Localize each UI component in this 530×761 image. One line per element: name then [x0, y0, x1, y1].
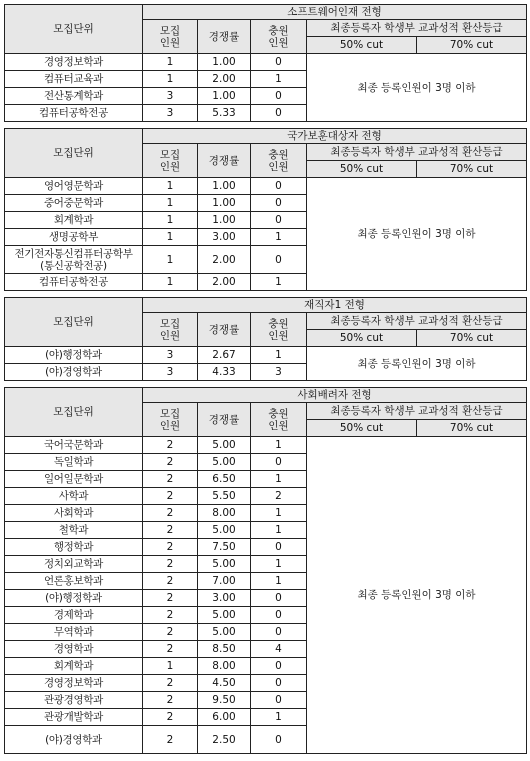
extra-value: 1 — [251, 471, 307, 488]
header-unit: 모집단위 — [5, 129, 143, 178]
quota-value: 3 — [143, 105, 198, 122]
ratio-value: 5.00 — [198, 437, 251, 454]
quota-value: 1 — [143, 54, 198, 71]
extra-value: 0 — [251, 675, 307, 692]
quota-value: 2 — [143, 641, 198, 658]
quota-value: 2 — [143, 726, 198, 754]
ratio-value: 1.00 — [198, 212, 251, 229]
quota-value: 2 — [143, 709, 198, 726]
unit-name: 관광개발학과 — [5, 709, 143, 726]
unit-name: 컴퓨터공학전공 — [5, 105, 143, 122]
header-extra: 충원 인원 — [251, 403, 307, 437]
unit-name: 관광경영학과 — [5, 692, 143, 709]
ratio-value: 5.33 — [198, 105, 251, 122]
section-table — [4, 128, 527, 291]
ratio-value: 1.00 — [198, 178, 251, 195]
table-row — [5, 54, 527, 71]
extra-value: 0 — [251, 454, 307, 471]
quota-value: 1 — [143, 178, 198, 195]
header-unit: 모집단위 — [5, 5, 143, 54]
extra-value: 1 — [251, 556, 307, 573]
header-unit: 모집단위 — [5, 388, 143, 437]
extra-value: 1 — [251, 573, 307, 590]
extra-value: 1 — [251, 437, 307, 454]
quota-value: 2 — [143, 624, 198, 641]
ratio-value: 1.00 — [198, 195, 251, 212]
extra-value: 0 — [251, 212, 307, 229]
unit-name: 생명공학부 — [5, 229, 143, 246]
table-row — [5, 437, 527, 454]
unit-name: 회계학과 — [5, 658, 143, 675]
unit-name: 사회학과 — [5, 505, 143, 522]
quota-value: 1 — [143, 71, 198, 88]
unit-name: 일어일문학과 — [5, 471, 143, 488]
extra-value: 0 — [251, 105, 307, 122]
ratio-value: 5.00 — [198, 522, 251, 539]
ratio-value: 7.50 — [198, 539, 251, 556]
ratio-value: 6.00 — [198, 709, 251, 726]
extra-value: 0 — [251, 607, 307, 624]
unit-name: 영어영문학과 — [5, 178, 143, 195]
extra-value: 1 — [251, 709, 307, 726]
ratio-value: 2.00 — [198, 274, 251, 291]
section-table — [4, 387, 527, 754]
extra-value: 1 — [251, 71, 307, 88]
extra-value: 0 — [251, 539, 307, 556]
quota-value: 2 — [143, 454, 198, 471]
extra-value: 1 — [251, 274, 307, 291]
unit-name: 경영정보학과 — [5, 54, 143, 71]
extra-value: 1 — [251, 229, 307, 246]
quota-value: 2 — [143, 692, 198, 709]
quota-value: 2 — [143, 590, 198, 607]
section-title: 국가보훈대상자 전형 — [143, 129, 527, 144]
ratio-value: 2.50 — [198, 726, 251, 754]
ratio-value: 2.67 — [198, 347, 251, 364]
extra-value: 1 — [251, 347, 307, 364]
ratio-value: 5.00 — [198, 454, 251, 471]
unit-name: 회계학과 — [5, 212, 143, 229]
unit-name: 컴퓨터교육과 — [5, 71, 143, 88]
extra-value: 0 — [251, 692, 307, 709]
ratio-value: 5.50 — [198, 488, 251, 505]
quota-value: 1 — [143, 274, 198, 291]
header-unit: 모집단위 — [5, 298, 143, 347]
extra-value: 0 — [251, 590, 307, 607]
quota-value: 1 — [143, 246, 198, 274]
ratio-value: 8.50 — [198, 641, 251, 658]
header-cut70: 70% cut — [417, 161, 527, 178]
extra-value: 0 — [251, 54, 307, 71]
header-cut50: 50% cut — [307, 161, 417, 178]
ratio-value: 9.50 — [198, 692, 251, 709]
grade-note: 최종 등록인원이 3명 이하 — [307, 54, 527, 122]
header-extra: 충원 인원 — [251, 144, 307, 178]
ratio-value: 2.00 — [198, 71, 251, 88]
header-quota: 모집 인원 — [143, 144, 198, 178]
extra-value: 1 — [251, 522, 307, 539]
extra-value: 0 — [251, 658, 307, 675]
extra-value: 0 — [251, 178, 307, 195]
ratio-value: 2.00 — [198, 246, 251, 274]
grade-note: 최종 등록인원이 3명 이하 — [307, 178, 527, 291]
quota-value: 2 — [143, 556, 198, 573]
extra-value: 0 — [251, 624, 307, 641]
unit-name: (야)경영학과 — [5, 726, 143, 754]
ratio-value: 8.00 — [198, 505, 251, 522]
header-ratio: 경쟁률 — [198, 20, 251, 54]
unit-name: 언론홍보학과 — [5, 573, 143, 590]
unit-name: 철학과 — [5, 522, 143, 539]
unit-name: 컴퓨터공학전공 — [5, 274, 143, 291]
ratio-value: 4.50 — [198, 675, 251, 692]
unit-name: (야)행정학과 — [5, 347, 143, 364]
quota-value: 2 — [143, 675, 198, 692]
extra-value: 0 — [251, 726, 307, 754]
header-grade-title: 최종등록자 학생부 교과성적 환산등급 — [307, 403, 527, 420]
section-table — [4, 4, 527, 122]
header-ratio: 경쟁률 — [198, 144, 251, 178]
table-row — [5, 347, 527, 364]
unit-name: (야)경영학과 — [5, 364, 143, 381]
ratio-value: 6.50 — [198, 471, 251, 488]
unit-name: 행정학과 — [5, 539, 143, 556]
header-quota: 모집 인원 — [143, 313, 198, 347]
ratio-value: 1.00 — [198, 54, 251, 71]
ratio-value: 3.00 — [198, 590, 251, 607]
header-grade-title: 최종등록자 학생부 교과성적 환산등급 — [307, 20, 527, 37]
header-extra: 충원 인원 — [251, 20, 307, 54]
section-table — [4, 297, 527, 381]
quota-value: 3 — [143, 347, 198, 364]
extra-value: 0 — [251, 88, 307, 105]
quota-value: 1 — [143, 229, 198, 246]
header-grade-title: 최종등록자 학생부 교과성적 환산등급 — [307, 144, 527, 161]
ratio-value: 5.00 — [198, 556, 251, 573]
quota-value: 1 — [143, 658, 198, 675]
quota-value: 1 — [143, 212, 198, 229]
header-ratio: 경쟁률 — [198, 403, 251, 437]
ratio-value: 8.00 — [198, 658, 251, 675]
unit-name: 전기전자통신컴퓨터공학부 (통신공학전공) — [5, 246, 143, 274]
quota-value: 2 — [143, 607, 198, 624]
quota-value: 2 — [143, 539, 198, 556]
header-quota: 모집 인원 — [143, 20, 198, 54]
extra-value: 0 — [251, 246, 307, 274]
header-cut50: 50% cut — [307, 330, 417, 347]
header-cut50: 50% cut — [307, 37, 417, 54]
quota-value: 3 — [143, 364, 198, 381]
header-ratio: 경쟁률 — [198, 313, 251, 347]
section-title: 소프트웨어인재 전형 — [143, 5, 527, 20]
quota-value: 1 — [143, 195, 198, 212]
unit-name: 정치외교학과 — [5, 556, 143, 573]
quota-value: 2 — [143, 505, 198, 522]
ratio-value: 5.00 — [198, 607, 251, 624]
unit-name: 무역학과 — [5, 624, 143, 641]
unit-name: 중어중문학과 — [5, 195, 143, 212]
extra-value: 0 — [251, 195, 307, 212]
quota-value: 2 — [143, 471, 198, 488]
ratio-value: 3.00 — [198, 229, 251, 246]
quota-value: 2 — [143, 437, 198, 454]
unit-name: 국어국문학과 — [5, 437, 143, 454]
grade-note: 최종 등록인원이 3명 이하 — [307, 347, 527, 381]
section-title: 사회배려자 전형 — [143, 388, 527, 403]
section-title: 재직자1 전형 — [143, 298, 527, 313]
quota-value: 2 — [143, 488, 198, 505]
extra-value: 3 — [251, 364, 307, 381]
ratio-value: 5.00 — [198, 624, 251, 641]
unit-name: 사학과 — [5, 488, 143, 505]
unit-name: (야)행정학과 — [5, 590, 143, 607]
header-cut70: 70% cut — [417, 330, 527, 347]
quota-value: 2 — [143, 522, 198, 539]
header-cut70: 70% cut — [417, 37, 527, 54]
quota-value: 2 — [143, 573, 198, 590]
ratio-value: 1.00 — [198, 88, 251, 105]
header-extra: 충원 인원 — [251, 313, 307, 347]
unit-name: 독일학과 — [5, 454, 143, 471]
grade-note: 최종 등록인원이 3명 이하 — [307, 437, 527, 754]
table-row — [5, 178, 527, 195]
header-cut50: 50% cut — [307, 420, 417, 437]
extra-value: 4 — [251, 641, 307, 658]
header-grade-title: 최종등록자 학생부 교과성적 환산등급 — [307, 313, 527, 330]
admission-results-document — [4, 4, 526, 760]
unit-name: 전산통계학과 — [5, 88, 143, 105]
ratio-value: 4.33 — [198, 364, 251, 381]
ratio-value: 7.00 — [198, 573, 251, 590]
extra-value: 1 — [251, 505, 307, 522]
unit-name: 경영정보학과 — [5, 675, 143, 692]
quota-value: 3 — [143, 88, 198, 105]
header-quota: 모집 인원 — [143, 403, 198, 437]
unit-name: 경제학과 — [5, 607, 143, 624]
unit-name: 경영학과 — [5, 641, 143, 658]
extra-value: 2 — [251, 488, 307, 505]
header-cut70: 70% cut — [417, 420, 527, 437]
